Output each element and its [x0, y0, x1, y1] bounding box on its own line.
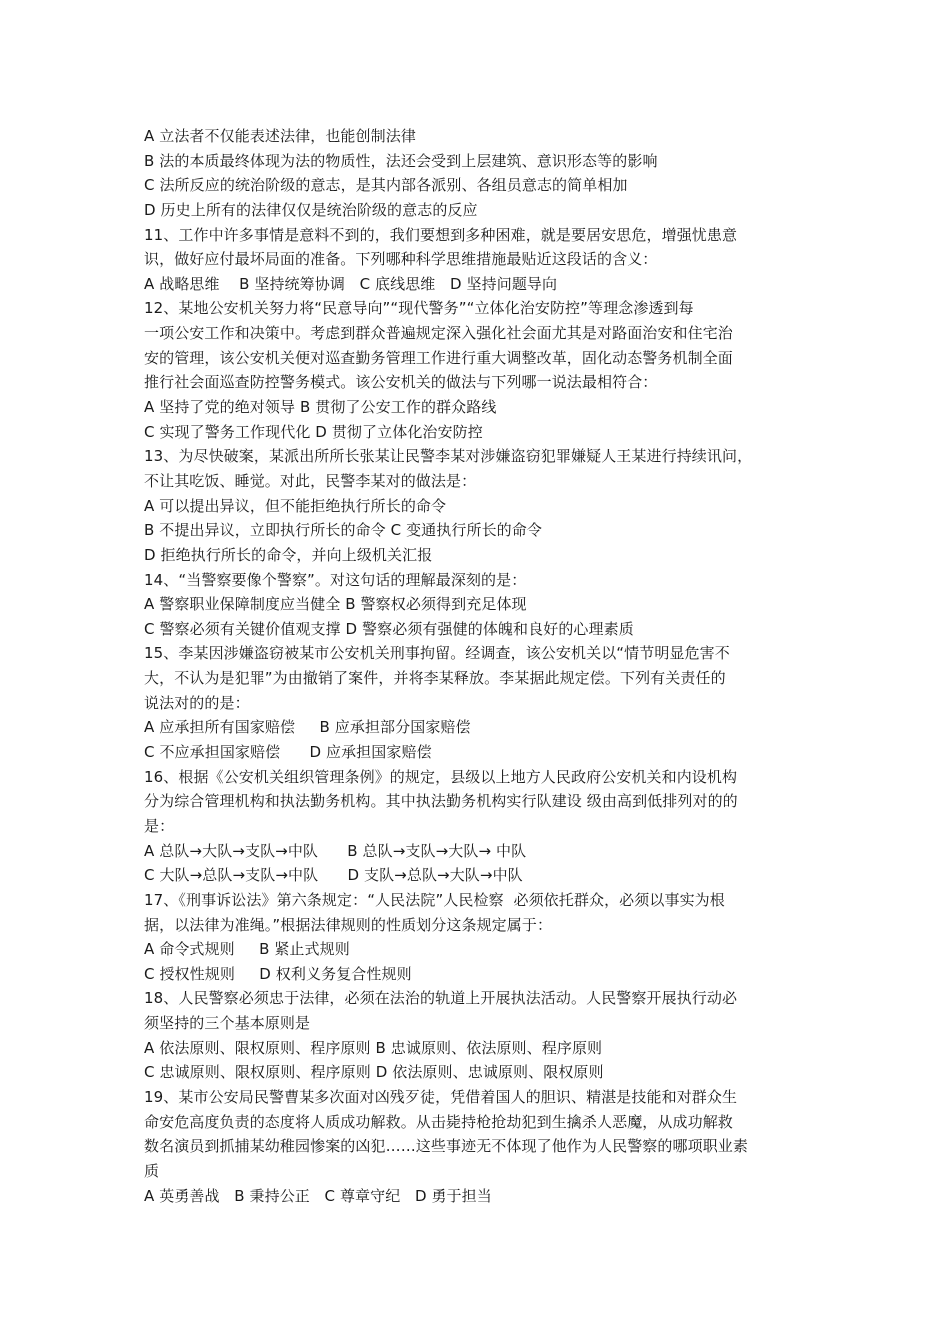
text-line: 据，以法律为准绳。”根据法律规则的性质划分这条规定属于：: [144, 915, 553, 934]
text-line: 须坚持的三个基本原则是: [144, 1014, 311, 1033]
options-line: B 不提出异议，立即执行所长的命令 C 变通执行所长的命令: [144, 521, 542, 540]
text-line: 大，不认为是犯罪”为由撤销了案件，并将李某释放。李某据此规定偿。下列有关责任的: [144, 669, 726, 688]
document-page: [144, 124, 816, 1208]
options-line: A 战略思维 B 坚持统筹协调 C 底线思维 D 坚持问题导向: [144, 274, 558, 293]
text-line: 质: [144, 1161, 160, 1180]
options-line: A 依法原则、限权原则、程序原则 B 忠诚原则、依法原则、程序原则: [144, 1038, 603, 1057]
options-line: C 大队→总队→支队→中队 D 支队→总队→大队→中队: [144, 866, 523, 885]
text-line: 不让其吃饭、睡觉。对此，民警李某对的做法是：: [144, 471, 477, 490]
question-text: 15、李某因涉嫌盗窃被某市公安机关刑事拘留。经调查，该公安机关以“情节明显危害不: [144, 644, 730, 663]
options-line: A 警察职业保障制度应当健全 B 警察权必须得到充足体现: [144, 595, 527, 614]
question-text: 14、“当警察要像个警察”。对这句话的理解最深刻的是：: [144, 570, 527, 589]
text-line: D 历史上所有的法律仅仅是统治阶级的意志的反应: [144, 200, 478, 219]
text-line: 命安危高度负责的态度将人质成功解救。从击毙持枪抢劫犯到生擒杀人恶魔，从成功解救: [144, 1112, 733, 1131]
question-text: 17、《刑事诉讼法》第六条规定：“人民法院”人民检察 必须依托群众，必须以事实为根: [144, 890, 725, 909]
text-line: 安的管理，该公安机关便对巡查勤务管理工作进行重大调整改革，固化动态警务机制全面: [144, 348, 733, 367]
text-line: C 法所反应的统治阶级的意志，是其内部各派别、各组员意志的简单相加: [144, 176, 628, 195]
text-line: 推行社会面巡查防控警务模式。该公安机关的做法与下列哪一说法最相符合：: [144, 373, 658, 392]
text-line: 是：: [144, 816, 175, 835]
options-line: A 总队→大队→支队→中队 B 总队→支队→大队→ 中队: [144, 841, 527, 860]
question-text: 18、人民警察必须忠于法律，必须在法治的轨道上开展执法活动。人民警察开展执行动必: [144, 989, 738, 1008]
options-line: C 授权性规则 D 权利义务复合性规则: [144, 964, 412, 983]
text-line: 识，做好应付最坏局面的准备。下列哪种科学思维措施最贴近这段话的含义：: [144, 250, 658, 269]
options-line: D 拒绝执行所长的命令，并向上级机关汇报: [144, 545, 433, 564]
options-line: C 忠诚原则、限权原则、程序原则 D 依法原则、忠诚原则、限权原则: [144, 1063, 604, 1082]
text-line: B 法的本质最终体现为法的物质性，法还会受到上层建筑、意识形态等的影响: [144, 151, 658, 170]
question-text: 12、某地公安机关努力将“民意导向”“现代警务”“立体化治安防控”等理念渗透到每: [144, 299, 694, 318]
question-text: 16、根据《公安机关组织管理条例》的规定，县级以上地方人民政府公安机关和内设机构: [144, 767, 738, 786]
options-line: A 可以提出异议，但不能拒绝执行所长的命令: [144, 496, 447, 515]
text-line: 一项公安工作和决策中。考虑到群众普遍规定深入强化社会面尤其是对路面治安和住宅治: [144, 324, 733, 343]
text-line: 分为综合管理机构和执法勤务机构。其中执法勤务机构实行队建设 级由高到低排列对的的: [144, 792, 738, 811]
text-line: 说法对的的是：: [144, 693, 250, 712]
options-line: C 不应承担国家赔偿 D 应承担国家赔偿: [144, 743, 432, 762]
question-text: 19、某市公安局民警曹某多次面对凶残歹徒，凭借着国人的胆识、精湛是技能和对群众生: [144, 1087, 738, 1106]
options-line: A 坚持了党的绝对领导 B 贯彻了公安工作的群众路线: [144, 398, 497, 417]
options-line: C 警察必须有关键价值观支撑 D 警察必须有强健的体魄和良好的心理素质: [144, 619, 634, 638]
options-line: A 英勇善战 B 秉持公正 C 尊章守纪 D 勇于担当: [144, 1186, 492, 1205]
options-line: A 应承担所有国家赔偿 B 应承担部分国家赔偿: [144, 718, 471, 737]
options-line: A 命令式规则 B 紧止式规则: [144, 940, 350, 959]
text-line: 数名演员到抓捕某幼稚园惨案的凶犯……这些事迹无不体现了他作为人民警察的哪项职业素: [144, 1137, 749, 1156]
options-line: C 实现了警务工作现代化 D 贯彻了立体化治安防控: [144, 422, 483, 441]
text-line: A 立法者不仅能表述法律，也能创制法律: [144, 127, 416, 145]
question-text: 11、工作中许多事情是意料不到的，我们要想到多种困难，就是要居安思危，增强忧患意: [144, 225, 738, 244]
question-text: 13、为尽快破案，某派出所所长张某让民警李某对涉嫌盗窃犯罪嫌疑人王某进行持续讯问，: [144, 447, 753, 466]
